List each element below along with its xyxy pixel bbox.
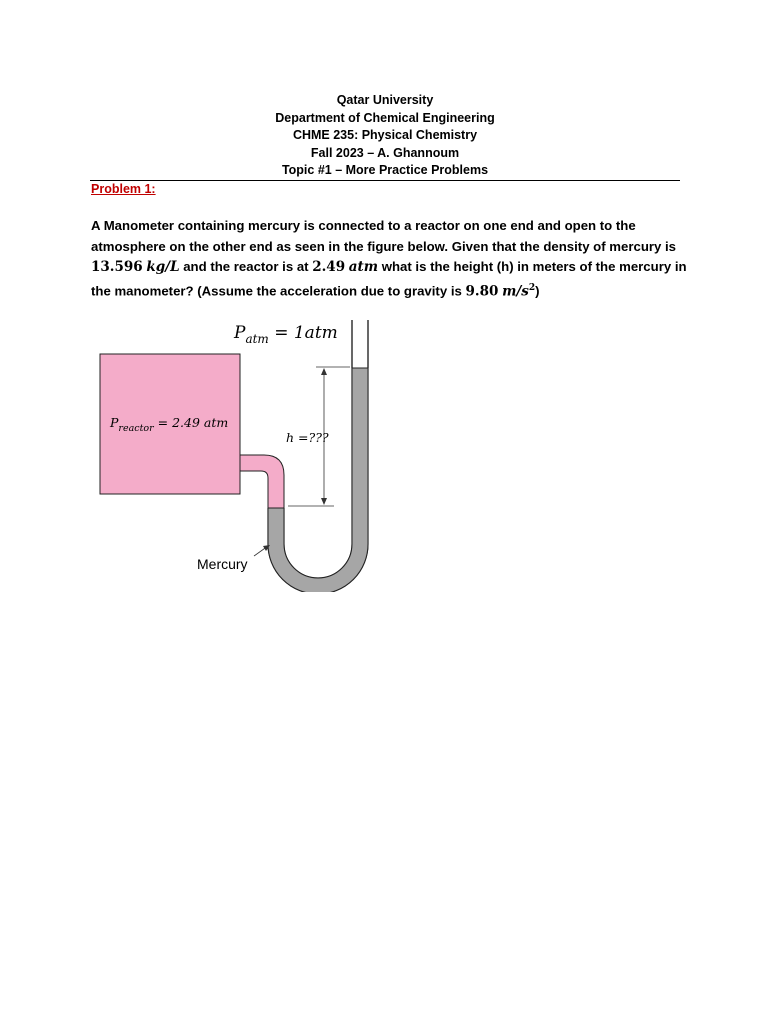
pressure-value: 2.49 [312,259,346,275]
manometer-diagram [88,312,398,592]
p-reactor-value: = 2.49 atm [153,415,229,430]
p-atm-label [233,323,338,346]
gravity-unit: m/s [502,282,529,299]
problem-text-3: what is the height (h) in meters of the mercury in the manometer? (Assume the acceleration due to gravity is [91,259,687,298]
university-name: Qatar University [336,93,434,107]
pressure-unit: atm [348,259,379,275]
problem-text-1: A Manometer containing mercury is connected to a reactor on one end and open to the atmosphere on the other end as seen in the figure below. Given that the density of mercury is [91,218,677,254]
density-unit: kg/L [146,259,180,275]
p-atm-subscript: atm [245,332,269,346]
connector-pipe [240,455,284,508]
p-reactor-symbol: P [110,415,119,430]
p-atm-value: = 1atm [268,323,338,343]
header-divider [90,180,680,181]
u-tube-inner [284,320,352,578]
department-name: Department of Chemical Engineering [275,110,495,125]
course-title: CHME 235: Physical Chemistry [292,128,478,142]
problem-text-4: ) [535,282,540,298]
p-atm-symbol: P [234,323,246,343]
problem-statement [91,216,691,301]
gravity-value: 9.80 [465,282,499,299]
height-arrow-up-head [321,368,327,375]
problem-text-2: and the reactor is at [179,259,313,274]
mercury-label: Mercury [197,556,248,572]
manometer-figure [88,312,398,592]
h-label: h =??? [286,430,329,445]
term-instructor: Fall 2023 – A. Ghannoum [310,145,460,160]
topic-title: Topic #1 – More Practice Problems [281,163,489,177]
height-arrow-down-head [321,498,327,505]
gravity-exponent: 2 [528,282,536,293]
problem-label: Problem 1: [91,182,156,196]
document-header [90,92,680,180]
p-reactor-subscript: reactor [118,423,154,434]
density-value: 13.596 [91,259,143,275]
